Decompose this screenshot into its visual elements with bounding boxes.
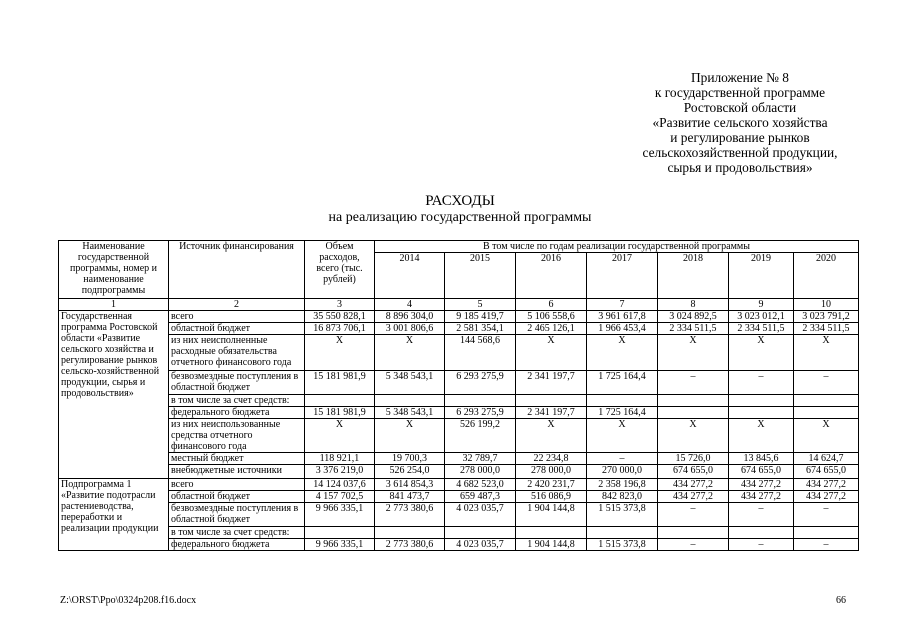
funding-source-cell: внебюджетные источники (169, 465, 305, 479)
year-value-cell: 1 725 164,4 (587, 407, 658, 419)
column-number: 7 (587, 299, 658, 311)
year-value-cell: 659 487,3 (445, 491, 516, 503)
funding-source-cell: всего (169, 311, 305, 323)
title-sub: на реализацию государственной программы (328, 210, 592, 225)
year-value-cell: 2 334 511,5 (729, 323, 794, 335)
year-value-cell: 674 655,0 (794, 465, 859, 479)
annex-line: и регулирование рынков (670, 130, 810, 145)
annex-line: сырья и продовольствия» (667, 160, 813, 175)
header-years-group: В том числе по годам реализации государственной программы (375, 241, 859, 253)
total-volume-cell: 15 181 981,9 (305, 371, 375, 395)
header-year: 2015 (445, 253, 516, 299)
year-value-cell: 13 845,6 (729, 453, 794, 465)
funding-source-cell: безвозмездные поступления в областной бюджет (169, 503, 305, 527)
year-value-cell: 278 000,0 (516, 465, 587, 479)
header-year: 2019 (729, 253, 794, 299)
funding-source-cell: в том числе за счет средств: (169, 527, 305, 539)
year-value-cell: – (658, 539, 729, 551)
year-value-cell (794, 395, 859, 407)
column-number: 5 (445, 299, 516, 311)
year-value-cell: Х (375, 335, 445, 371)
table-row (59, 503, 859, 527)
year-value-cell: 1 904 144,8 (516, 503, 587, 527)
annex-header (600, 70, 880, 175)
header-year: 2018 (658, 253, 729, 299)
year-value-cell: – (794, 371, 859, 395)
year-value-cell: 2 773 380,6 (375, 539, 445, 551)
header-year: 2016 (516, 253, 587, 299)
year-value-cell (729, 527, 794, 539)
expenses-table (58, 240, 859, 551)
year-value-cell: 434 277,2 (658, 491, 729, 503)
year-value-cell (445, 527, 516, 539)
year-value-cell (375, 527, 445, 539)
year-value-cell (587, 395, 658, 407)
program-name-cell: Подпрограмма 1 «Развитие подотрасли растениеводства, переработки и реализации продукции (59, 479, 169, 551)
funding-source-cell: местный бюджет (169, 453, 305, 465)
total-volume-cell: Х (305, 335, 375, 371)
year-value-cell: 19 700,3 (375, 453, 445, 465)
year-value-cell: 5 348 543,1 (375, 371, 445, 395)
column-number: 8 (658, 299, 729, 311)
year-value-cell: 278 000,0 (445, 465, 516, 479)
year-value-cell: 526 199,2 (445, 419, 516, 453)
column-number: 9 (729, 299, 794, 311)
year-value-cell: Х (516, 419, 587, 453)
year-value-cell: 2 358 196,8 (587, 479, 658, 491)
column-number: 1 (59, 299, 169, 311)
funding-source-cell: федерального бюджета (169, 407, 305, 419)
year-value-cell: 14 624,7 (794, 453, 859, 465)
year-value-cell: 5 348 543,1 (375, 407, 445, 419)
table-row (59, 335, 859, 371)
year-value-cell: 3 023 791,2 (794, 311, 859, 323)
year-value-cell: 2 420 231,7 (516, 479, 587, 491)
year-value-cell: – (729, 503, 794, 527)
year-value-cell: Х (587, 419, 658, 453)
year-value-cell: 270 000,0 (587, 465, 658, 479)
table-row (59, 527, 859, 539)
year-value-cell: 434 277,2 (658, 479, 729, 491)
funding-source-cell: из них неисполненные расходные обязательства отчетного финансового года (169, 335, 305, 371)
total-volume-cell: 9 966 335,1 (305, 539, 375, 551)
year-value-cell: Х (375, 419, 445, 453)
funding-source-cell: федерального бюджета (169, 539, 305, 551)
year-value-cell: 841 473,7 (375, 491, 445, 503)
year-value-cell (587, 527, 658, 539)
year-value-cell: 1 904 144,8 (516, 539, 587, 551)
total-volume-cell: 14 124 037,6 (305, 479, 375, 491)
year-value-cell (658, 395, 729, 407)
funding-source-cell: всего (169, 479, 305, 491)
year-value-cell: 3 001 806,6 (375, 323, 445, 335)
year-value-cell: 22 234,8 (516, 453, 587, 465)
year-value-cell (729, 395, 794, 407)
header-year: 2017 (587, 253, 658, 299)
column-number: 3 (305, 299, 375, 311)
year-value-cell: 2 773 380,6 (375, 503, 445, 527)
year-value-cell: 3 961 617,8 (587, 311, 658, 323)
header-source: Источник финансирования (169, 241, 305, 299)
year-value-cell: – (729, 539, 794, 551)
column-number: 2 (169, 299, 305, 311)
title-main: РАСХОДЫ (425, 193, 495, 209)
year-value-cell: – (794, 539, 859, 551)
year-value-cell: 434 277,2 (794, 491, 859, 503)
funding-source-cell: безвозмездные поступления в областной бюджет (169, 371, 305, 395)
year-value-cell: 4 682 523,0 (445, 479, 516, 491)
year-value-cell (658, 407, 729, 419)
year-value-cell (794, 407, 859, 419)
table-row (59, 395, 859, 407)
annex-line: Ростовской области (683, 100, 797, 115)
table-row (59, 453, 859, 465)
year-value-cell: 6 293 275,9 (445, 371, 516, 395)
year-value-cell: Х (658, 419, 729, 453)
year-value-cell: – (658, 371, 729, 395)
year-value-cell: – (729, 371, 794, 395)
total-volume-cell: 35 550 828,1 (305, 311, 375, 323)
year-value-cell: 1 725 164,4 (587, 371, 658, 395)
year-value-cell: 3 023 012,1 (729, 311, 794, 323)
year-value-cell: 2 334 511,5 (794, 323, 859, 335)
year-value-cell: Х (516, 335, 587, 371)
table-row (59, 371, 859, 395)
year-value-cell (658, 527, 729, 539)
annex-line: Приложение № 8 (690, 70, 790, 85)
document-title (250, 193, 670, 226)
year-value-cell: – (658, 503, 729, 527)
year-value-cell: Х (794, 419, 859, 453)
year-value-cell: 2 341 197,7 (516, 407, 587, 419)
total-volume-cell (305, 527, 375, 539)
column-number: 6 (516, 299, 587, 311)
header-volume: Объем расходов, всего (тыс. рублей) (305, 241, 375, 299)
year-value-cell: – (794, 503, 859, 527)
funding-source-cell: в том числе за счет средств: (169, 395, 305, 407)
footer-page-number: 66 (836, 595, 846, 606)
program-name-cell: Государственная программа Ростовской области «Развитие сельского хозяйства и регулирование рынков сельско-хозяйственной продукции, сырья и продовольствия» (59, 311, 169, 479)
year-value-cell: Х (794, 335, 859, 371)
table-row (59, 465, 859, 479)
year-value-cell: 9 185 419,7 (445, 311, 516, 323)
table-row (59, 539, 859, 551)
year-value-cell: 2 341 197,7 (516, 371, 587, 395)
year-value-cell: – (587, 453, 658, 465)
header-year: 2014 (375, 253, 445, 299)
year-value-cell: 3 614 854,3 (375, 479, 445, 491)
year-value-cell: 434 277,2 (794, 479, 859, 491)
year-value-cell: 2 581 354,1 (445, 323, 516, 335)
table-row (59, 311, 859, 323)
total-volume-cell: 9 966 335,1 (305, 503, 375, 527)
annex-line: к государственной программе (654, 85, 826, 100)
year-value-cell: 5 106 558,6 (516, 311, 587, 323)
year-value-cell (375, 395, 445, 407)
table-row (59, 419, 859, 453)
funding-source-cell: областной бюджет (169, 491, 305, 503)
total-volume-cell: 16 873 706,1 (305, 323, 375, 335)
table-row (59, 479, 859, 491)
year-value-cell (516, 395, 587, 407)
year-value-cell: Х (729, 419, 794, 453)
total-volume-cell: Х (305, 419, 375, 453)
year-value-cell: 4 023 035,7 (445, 539, 516, 551)
year-value-cell (794, 527, 859, 539)
total-volume-cell: 4 157 702,5 (305, 491, 375, 503)
footer-file-path: Z:\ORST\Ppo\0324p208.f16.docx (60, 595, 197, 606)
year-value-cell: 674 655,0 (729, 465, 794, 479)
total-volume-cell (305, 395, 375, 407)
annex-line: «Развитие сельского хозяйства (652, 115, 828, 130)
year-value-cell: 2 465 126,1 (516, 323, 587, 335)
funding-source-cell: из них неиспользованные средства отчетного финансового года (169, 419, 305, 453)
year-value-cell: 32 789,7 (445, 453, 516, 465)
year-value-cell: 3 024 892,5 (658, 311, 729, 323)
year-value-cell: 516 086,9 (516, 491, 587, 503)
total-volume-cell: 15 181 981,9 (305, 407, 375, 419)
year-value-cell: 8 896 304,0 (375, 311, 445, 323)
year-value-cell: Х (658, 335, 729, 371)
header-name: Наименование государственной программы, номер и наименование подпрограммы (59, 241, 169, 299)
table-row (59, 407, 859, 419)
year-value-cell: Х (729, 335, 794, 371)
header-year: 2020 (794, 253, 859, 299)
year-value-cell: 15 726,0 (658, 453, 729, 465)
column-number: 4 (375, 299, 445, 311)
year-value-cell: 526 254,0 (375, 465, 445, 479)
year-value-cell (729, 407, 794, 419)
year-value-cell: 1 515 373,8 (587, 539, 658, 551)
year-value-cell: 1 515 373,8 (587, 503, 658, 527)
year-value-cell: 434 277,2 (729, 479, 794, 491)
year-value-cell: Х (587, 335, 658, 371)
total-volume-cell: 3 376 219,0 (305, 465, 375, 479)
table-row (59, 323, 859, 335)
year-value-cell: 144 568,6 (445, 335, 516, 371)
funding-source-cell: областной бюджет (169, 323, 305, 335)
year-value-cell: 4 023 035,7 (445, 503, 516, 527)
year-value-cell: 6 293 275,9 (445, 407, 516, 419)
year-value-cell: 2 334 511,5 (658, 323, 729, 335)
year-value-cell (445, 395, 516, 407)
year-value-cell (516, 527, 587, 539)
total-volume-cell: 118 921,1 (305, 453, 375, 465)
year-value-cell: 842 823,0 (587, 491, 658, 503)
column-number: 10 (794, 299, 859, 311)
year-value-cell: 1 966 453,4 (587, 323, 658, 335)
table-row (59, 491, 859, 503)
annex-line: сельскохозяйственной продукции, (642, 145, 838, 160)
year-value-cell: 674 655,0 (658, 465, 729, 479)
year-value-cell: 434 277,2 (729, 491, 794, 503)
